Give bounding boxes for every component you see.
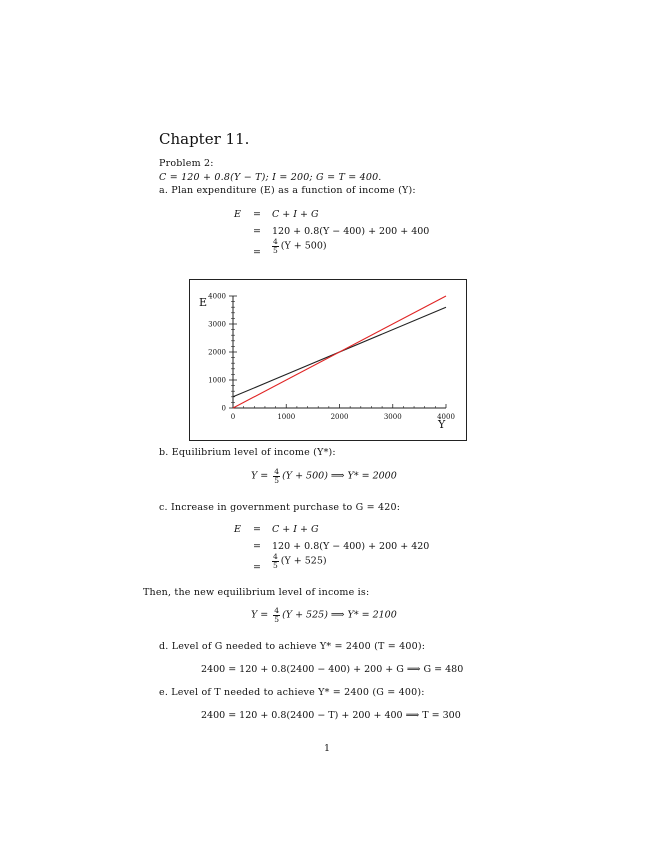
chart-canvas — [190, 280, 466, 440]
given-equations: C = 120 + 0.8(Y − T); I = 200; G = T = 400. — [159, 172, 382, 183]
part-a-eq-3: = — [253, 247, 261, 258]
part-a-row-1: C + I + G — [272, 209, 319, 220]
x-tick-label: 1000 — [277, 413, 296, 421]
expenditure-chart — [189, 279, 467, 441]
fraction: $\frac{4}{5}$ — [273, 237, 278, 255]
part-e-equation: 2400 = 120 + 0.8(2400 − T) + 200 + 400 ⟹ T = 300 — [201, 710, 461, 721]
y-tick-label: 3000 — [208, 320, 226, 329]
part-e-label: e. Level of T needed to achieve Y* = 2400 (G = 400): — [159, 687, 425, 698]
part-b-label: b. Equilibrium level of income (Y*): — [159, 447, 336, 458]
part-c-row-3-text: (Y + 525) — [280, 555, 327, 567]
y-tick-label: 2000 — [208, 348, 226, 357]
y-tick-label: 0 — [221, 404, 226, 413]
part-a-eq-2: = — [253, 226, 261, 237]
fraction: $\frac{4}{5}$ — [273, 552, 278, 570]
forty-five-degree-line — [233, 296, 446, 408]
x-tick-label: 4000 — [437, 413, 455, 421]
new-equilibrium-equation — [251, 607, 397, 623]
part-d-label: d. Level of G needed to achieve Y* = 2400 (T = 400): — [159, 641, 426, 652]
fraction: $\frac{4}{5}$ — [274, 606, 280, 624]
y-tick-label: 1000 — [208, 376, 226, 385]
part-b-equation — [251, 468, 397, 484]
part-c-eq-1: = — [253, 524, 261, 535]
new-equilibrium-lhs: Y = — [251, 609, 269, 621]
new-equilibrium-rhs: (Y + 525) ⟹ Y* = 2100 — [282, 609, 397, 621]
part-a-row-3 — [270, 238, 327, 254]
part-d-equation: 2400 = 120 + 0.8(2400 − 400) + 200 + G ⟹ G = 480 — [201, 664, 464, 675]
part-c-row-1: C + I + G — [272, 524, 319, 535]
chapter-title: Chapter 11. — [159, 130, 250, 148]
part-b-lhs: Y = — [251, 470, 269, 482]
part-c-label: c. Increase in government purchase to G = 420: — [159, 502, 401, 513]
fraction: $\frac{4}{5}$ — [274, 467, 280, 485]
part-c-lhs: E — [234, 524, 241, 535]
part-a-row-3-text: (Y + 500) — [280, 240, 327, 252]
page-number: 1 — [324, 743, 331, 754]
part-c-row-3 — [270, 553, 327, 569]
y-axis-label: E — [199, 296, 208, 309]
x-tick-label: 3000 — [383, 413, 402, 421]
part-c-eq-2: = — [253, 541, 261, 552]
part-b-rhs: (Y + 500) ⟹ Y* = 2000 — [282, 470, 397, 482]
part-a-row-2: 120 + 0.8(Y − 400) + 200 + 400 — [272, 226, 430, 237]
x-axis-label: Y — [438, 418, 446, 431]
problem-label: Problem 2: — [159, 158, 214, 169]
part-c-row-2: 120 + 0.8(Y − 400) + 200 + 420 — [272, 541, 430, 552]
y-tick-label: 4000 — [208, 292, 226, 301]
part-c-eq-3: = — [253, 562, 261, 573]
x-tick-label: 2000 — [330, 413, 349, 421]
part-a-lhs: E — [234, 209, 241, 220]
part-a-eq-1: = — [253, 209, 261, 220]
x-tick-label: 0 — [230, 413, 236, 421]
part-a-label: a. Plan expenditure (E) as a function of income (Y): — [159, 185, 416, 196]
new-equilibrium-label: Then, the new equilibrium level of income is: — [143, 587, 370, 598]
